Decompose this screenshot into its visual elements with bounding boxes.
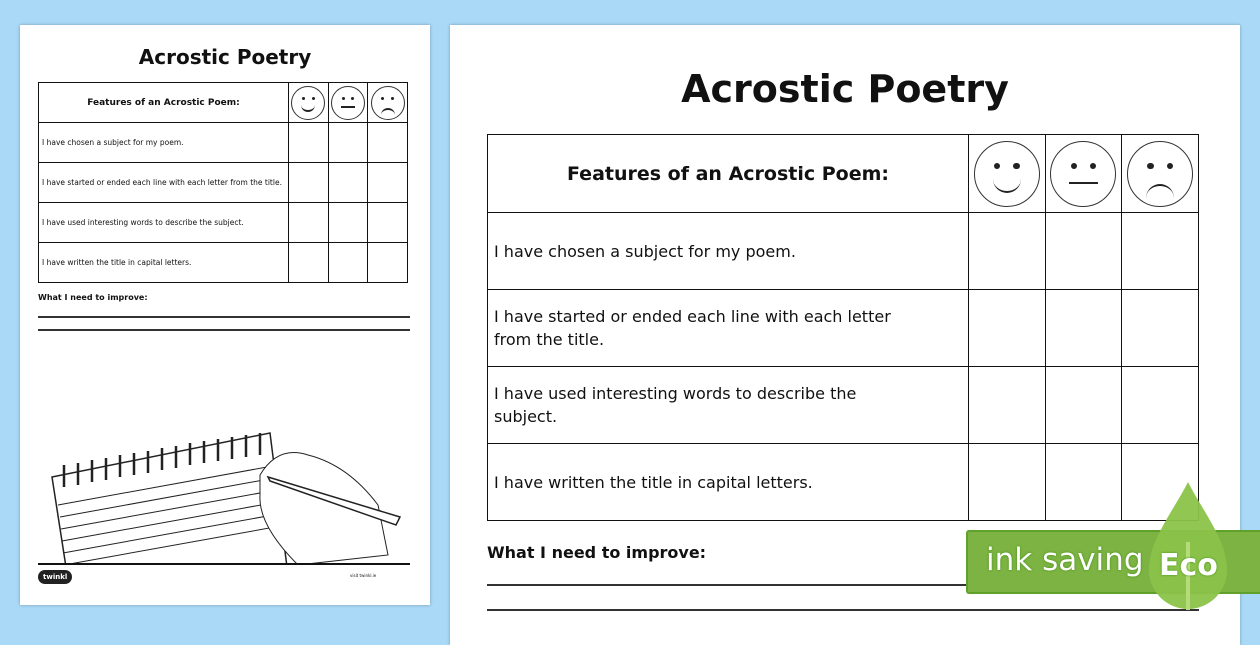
writing-line [487, 609, 1199, 611]
rating-cell [1122, 290, 1199, 367]
rating-cell [969, 290, 1046, 367]
table-header: Features of an Acrostic Poem: [488, 135, 969, 213]
rating-cell [1122, 213, 1199, 290]
checklist-table [487, 134, 1199, 521]
notebook-hand-illustration [48, 405, 408, 565]
smiley-face-icon [291, 86, 325, 120]
thumbnail-title: Acrostic Poetry [138, 45, 312, 69]
rating-cell [1045, 444, 1122, 521]
criterion-text: I have used interesting words to describe the subject. [39, 203, 289, 243]
criterion-text: I have written the title in capital letters. [39, 243, 289, 283]
neutral-face-icon [1050, 141, 1116, 207]
rating-cell [969, 213, 1046, 290]
criterion-text: I have chosen a subject for my poem. [39, 123, 289, 163]
criterion-text: I have written the title in capital letters. [488, 444, 969, 521]
table-header: Features of an Acrostic Poem: [39, 83, 289, 123]
improve-label: What I need to improve: [487, 543, 707, 562]
criterion-text: I have started or ended each line with each letter from the title. [39, 163, 289, 203]
footer-url: visit twinkl.ie [350, 573, 377, 578]
worksheet-title: Acrostic Poetry [681, 67, 1009, 111]
writing-line [38, 329, 410, 331]
smiley-face-icon [974, 141, 1040, 207]
criterion-text: I have used interesting words to describe the subject. [488, 367, 969, 444]
thumbnail-checklist-table [38, 82, 408, 283]
rating-cell [1045, 290, 1122, 367]
criterion-text: I have started or ended each line with each letter from the title. [488, 290, 969, 367]
neutral-face-icon [331, 86, 365, 120]
sad-face-icon [1127, 141, 1193, 207]
footer-divider [38, 563, 410, 565]
improve-label: What I need to improve: [38, 293, 148, 302]
rating-cell [1045, 367, 1122, 444]
eco-leaf-icon [1147, 480, 1229, 610]
eco-label: Eco [1159, 548, 1218, 583]
sad-face-icon [371, 86, 405, 120]
rating-cell [1122, 367, 1199, 444]
twinkl-logo: twinkl [38, 570, 72, 584]
worksheet-thumbnail[interactable] [20, 25, 430, 605]
rating-cell [969, 444, 1046, 521]
rating-cell [1045, 213, 1122, 290]
rating-cell [969, 367, 1046, 444]
writing-line [38, 316, 410, 318]
criterion-text: I have chosen a subject for my poem. [488, 213, 969, 290]
ink-saving-label: ink saving [986, 542, 1144, 578]
